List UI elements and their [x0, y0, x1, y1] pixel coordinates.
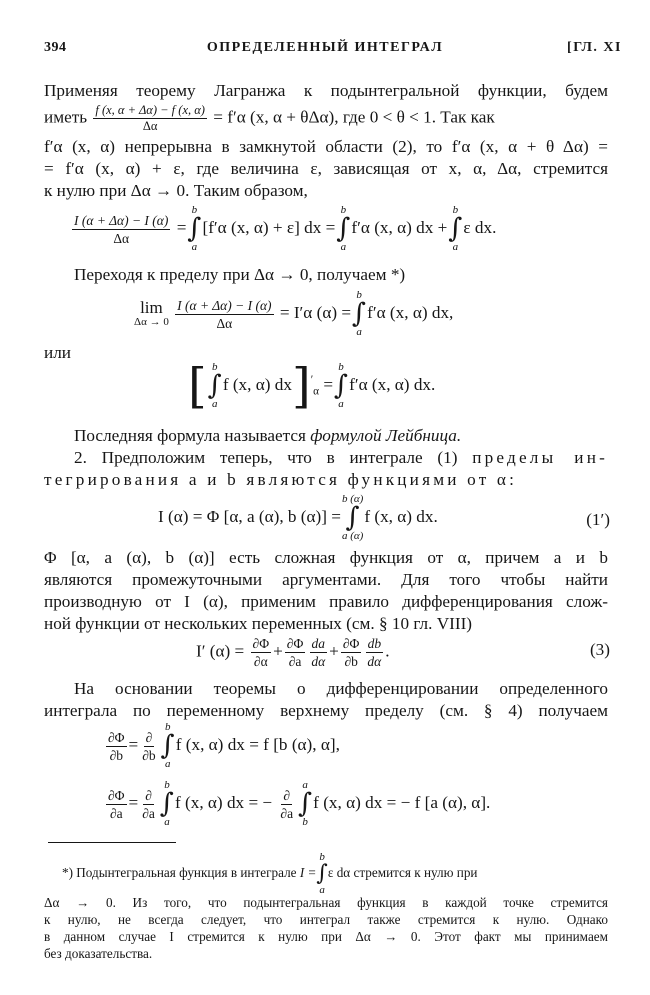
integral-sign: a ∫ b [298, 779, 313, 828]
chapter-label: [ГЛ. XI [567, 40, 622, 55]
text-line-13: производную от I (α), применим правило дифференцирования слож- [44, 592, 608, 611]
equation-tag-3: (3) [589, 640, 610, 659]
equation-3: I′ (α) = $\frac{\partial\Phi}{\partial\alpha}$ + $\frac{\partial\Phi}{\partial a}$ $\frac{da}{d\alpha}$ + $\frac{\partial\Phi}{\partial b}$ $\frac{db}{d\alpha}$ . [196, 636, 390, 669]
equation-limit: lim Δα → 0 $\frac{I (\alpha + \Delta\alpha) - I (\alpha)}{\Delta\alpha}$ = I′α (α) = b ∫ a f′α (x, α) dx, [134, 289, 454, 338]
text-line-11: Φ [α, a (α), b (α)] есть сложная функция от α, причем a и b [44, 548, 608, 567]
text-line-16: интеграла по переменному верхнему пределу (см. § 4) получаем [44, 701, 608, 720]
integral-sign: b ∫ a [334, 361, 349, 410]
text-line-3: f′α (x, α) непрерывна в замкнутой области (2), то f′α (x, α + θ Δα) = [44, 137, 608, 156]
equation-leibniz: [ b ∫ a f (x, α) $dx]'_\alpha$ = b ∫ a f′α (x, α) dx. [188, 358, 436, 414]
integral-sign: b ∫ a [187, 204, 202, 253]
text-line-6: Переходя к пределу при Δα → 0, получаем *) [74, 265, 406, 284]
text-line-9: 2. Предположим теперь, что в интеграле (1) пределы ин- [74, 448, 609, 467]
integral-sign: b ∫ a [316, 851, 328, 896]
text-line-7: или [44, 343, 71, 362]
footnote-line-5: без доказательства. [44, 946, 153, 961]
integral-sign: b (α) ∫ a (α) [341, 493, 364, 542]
integral-sign: b ∫ a [352, 289, 367, 338]
integral-sign: b ∫ a [159, 779, 174, 828]
equation-dphi-db: $\frac{\partial\Phi}{\partial b}$ = $\frac{\partial}{\partial b}$ b ∫ a f (x, α) dx = f [b (α), α], [108, 721, 340, 770]
text-line-14: ной функции от нескольких переменных (см. § 10 гл. VIII) [44, 614, 473, 633]
running-title: ОПРЕДЕЛЕННЫЙ ИНТЕГРАЛ [206, 40, 444, 55]
equation-tag-1-prime: (1′) [586, 510, 610, 529]
footnote-line-2: Δα → 0. Из того, что подынтегральная функция в каждой точке стремится [44, 895, 608, 910]
page-number: 394 [44, 40, 67, 55]
text-line-1: Применяя теорему Лагранжа к подынтегральной функции, будем [44, 81, 608, 100]
integral-sign: b ∫ a [448, 204, 463, 253]
lagrange-fraction: $\frac{f (x, \alpha + \Delta\alpha) - f (x, \alpha)}{\Delta\alpha}$ [95, 103, 205, 133]
text-line-12: являются промежуточными аргументами. Для того чтобы найти [44, 570, 608, 589]
footnote-line-4: в данном случае I стремится к нулю при Δα → 0. Этот факт мы принимаем [44, 929, 608, 944]
footnote-line-3: к нулю, не всегда следует, что интеграл также стремится к нулю. Однако [44, 912, 608, 927]
text-line-8: Последняя формула называется формулой Лейбница. [74, 426, 462, 445]
equation-difference-quotient: $\frac{I (\alpha + \Delta\alpha) - I (\alpha)}{\Delta\alpha}$ = b ∫ a [f′α (x, α) + ε] dx = b ∫ a f′α (x, α) dx + b ∫ a ε dx. [74, 204, 497, 253]
text-line-10: тегрирования a и b являются функциями от α: [44, 470, 518, 489]
footnote-line-1: *) Подынтегральная функция в интеграле I = b ∫ a ε dα стремится к нулю при [62, 851, 478, 896]
integral-sign: b ∫ a [336, 204, 351, 253]
text-line-2: иметь $\frac{f (x, \alpha + \Delta\alpha) - f (x, \alpha)}{\Delta\alpha}$ = f′α (x, α + θΔα), где 0 < θ < 1. Так как [44, 103, 495, 133]
integral-sign: b ∫ a [207, 361, 222, 410]
integral-sign: b ∫ a [160, 721, 175, 770]
equation-1-prime: I (α) = Φ [α, a (α), b (α)] = b (α) ∫ a (α) f (x, α) dx. [158, 493, 438, 542]
footnote-rule [48, 842, 176, 843]
text-line-4: = f′α (x, α) + ε, где величина ε, зависящая от x, α, Δα, стремится [44, 159, 608, 178]
equation-dphi-da: $\frac{\partial\Phi}{\partial a}$ = $\frac{\partial}{\partial a}$ b ∫ a f (x, α) dx = − $\frac{\partial}{\partial a}$ a ∫ b f (x, α) dx = − f [a (α), α]. [108, 779, 491, 828]
text-line-5: к нулю при Δα → 0. Таким образом, [44, 181, 308, 200]
text-line-15: На основании теоремы о дифференцировании определенного [74, 679, 608, 698]
